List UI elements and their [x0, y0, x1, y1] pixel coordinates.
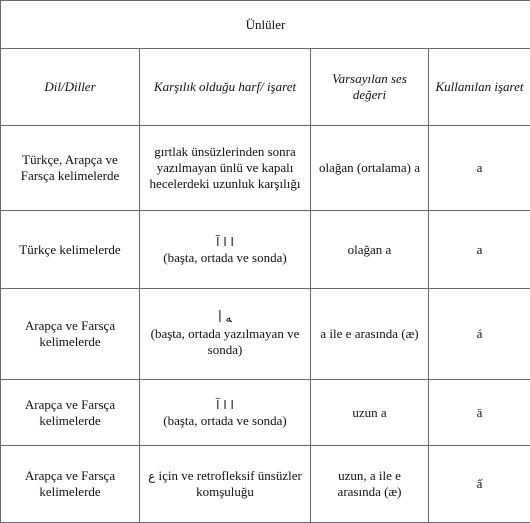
cell-letter	[140, 380, 311, 446]
cell-mark: ā	[429, 380, 530, 446]
cell-sound: olağan (ortalama) a	[311, 126, 429, 211]
cell-sound: uzun, a ile e arasında (æ)	[311, 446, 429, 523]
letter-note: (başta, ortada ve sonda)	[146, 413, 304, 429]
cell-language: Arapça ve Farsça kelimelerde	[1, 446, 140, 523]
cell-letter	[140, 446, 311, 523]
letter-note: için ve retrofleksif ünsüzler komşuluğu	[159, 468, 302, 499]
title-row	[1, 1, 530, 49]
table-row	[1, 126, 530, 211]
cell-language: Türkçe kelimelerde	[1, 211, 140, 289]
cell-sound: uzun a	[311, 380, 429, 446]
letter-note: (başta, ortada yazılmayan ve sonda)	[146, 326, 304, 358]
cell-sound: a ile e arasında (æ)	[311, 289, 429, 380]
cell-language: Arapça ve Farsça kelimelerde	[1, 289, 140, 380]
arabic-letters: ﻪ أ	[146, 310, 304, 326]
cell-letter	[140, 211, 311, 289]
cell-mark: a	[429, 126, 530, 211]
table-row	[1, 446, 530, 523]
cell-mark: ấ	[429, 446, 530, 523]
cell-sound: olağan a	[311, 211, 429, 289]
table-row	[1, 211, 530, 289]
cell-letter: gırtlak ünsüzlerinden sonra yazılmayan ünlü ve kapalı hecelerdeki uzunluk karşılığı	[140, 126, 311, 211]
header-mark: Kullanılan işaret	[429, 49, 530, 126]
cell-language: Arapça ve Farsça kelimelerde	[1, 380, 140, 446]
table-title: Ünlüler	[1, 1, 530, 49]
arabic-letters: ا ا آ	[146, 234, 304, 250]
cell-mark: á	[429, 289, 530, 380]
arabic-letters: ا ا آ	[146, 397, 304, 413]
letter-note: (başta, ortada ve sonda)	[146, 250, 304, 266]
cell-language: Türkçe, Arapça ve Farsça kelimelerde	[1, 126, 140, 211]
cell-mark: a	[429, 211, 530, 289]
arabic-letters: ع	[148, 469, 155, 483]
header-sound: Varsayılan ses değeri	[311, 49, 429, 126]
header-row	[1, 49, 530, 126]
table-row	[1, 380, 530, 446]
header-letter: Karşılık olduğu harf/ işaret	[140, 49, 311, 126]
header-language: Dil/Diller	[1, 49, 140, 126]
table-row	[1, 289, 530, 380]
cell-letter	[140, 289, 311, 380]
